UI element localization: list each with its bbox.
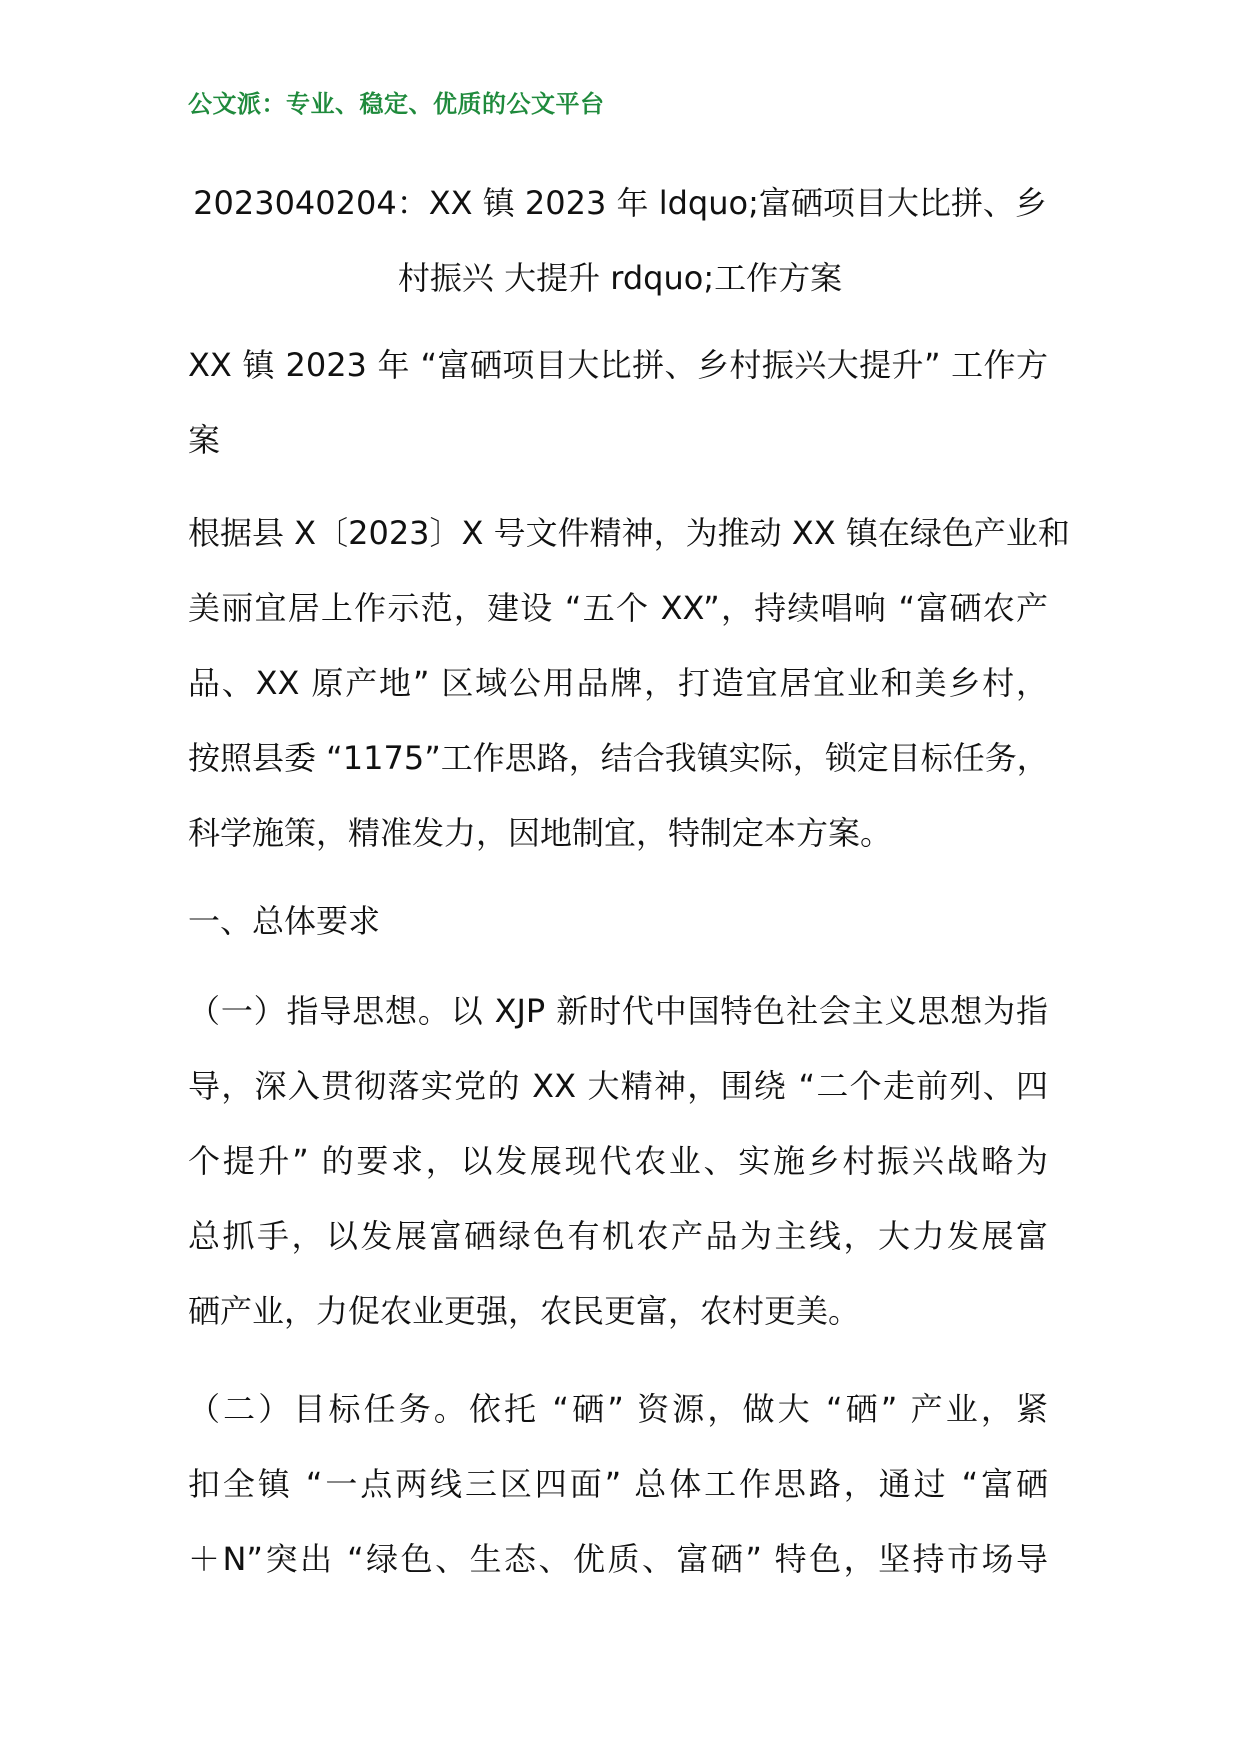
paragraph-line: ＋N”突出 “绿色、生态、优质、富硒” 特色，坚持市场导 <box>188 1540 1048 1578</box>
paragraph-line: 美丽宜居上作示范，建设 “五个 XX”，持续唱响 “富硒农产 <box>188 589 1048 627</box>
paragraph-line: 扣全镇 “一点两线三区四面” 总体工作思路，通过 “富硒 <box>188 1465 1048 1503</box>
document-subtitle <box>188 328 1048 478</box>
header-brand: 公文派：专业、稳定、优质的公文平台 <box>188 90 605 118</box>
subtitle-line: 案 <box>188 421 221 459</box>
title-line: 2023040204：XX 镇 2023 年 ldquo;富硒项目大比拼、乡 <box>193 184 1047 222</box>
paragraph-line: 总抓手，以发展富硒绿色有机农产品为主线，大力发展富 <box>188 1217 1048 1255</box>
title-line: 村振兴 大提升 rdquo;工作方案 <box>397 259 843 297</box>
subtitle-line: XX 镇 2023 年 “富硒项目大比拼、乡村振兴大提升” 工作方 <box>188 346 1048 384</box>
paragraph-goals <box>188 1372 1048 1597</box>
paragraph-line: 品、XX 原产地” 区域公用品牌，打造宜居宜业和美乡村， <box>188 664 1048 702</box>
paragraph-line: 根据县 X〔2023〕X 号文件精神，为推动 XX 镇在绿色产业和 <box>188 514 1070 552</box>
section-heading-text: 一、总体要求 <box>188 902 381 940</box>
paragraph-line: （一）指导思想。以 XJP 新时代中国特色社会主义思想为指 <box>188 992 1048 1030</box>
paragraph-line: 科学施策，精准发力，因地制宜，特制定本方案。 <box>188 814 893 852</box>
paragraph-line: 个提升” 的要求，以发展现代农业、实施乡村振兴战略为 <box>188 1142 1048 1180</box>
paragraph-line: 导，深入贯彻落实党的 XX 大精神，围绕 “二个走前列、四 <box>188 1067 1048 1105</box>
paragraph-intro <box>188 496 1070 871</box>
paragraph-line: （二）目标任务。依托 “硒” 资源，做大 “硒” 产业，紧 <box>188 1390 1048 1428</box>
section-heading <box>188 884 1048 959</box>
paragraph-line: 硒产业，力促农业更强，农民更富，农村更美。 <box>188 1292 861 1330</box>
paragraph-line: 按照县委 “1175”工作思路，结合我镇实际，锁定目标任务， <box>188 739 1049 777</box>
paragraph-guiding-thought <box>188 974 1048 1349</box>
document-title <box>188 166 1052 316</box>
